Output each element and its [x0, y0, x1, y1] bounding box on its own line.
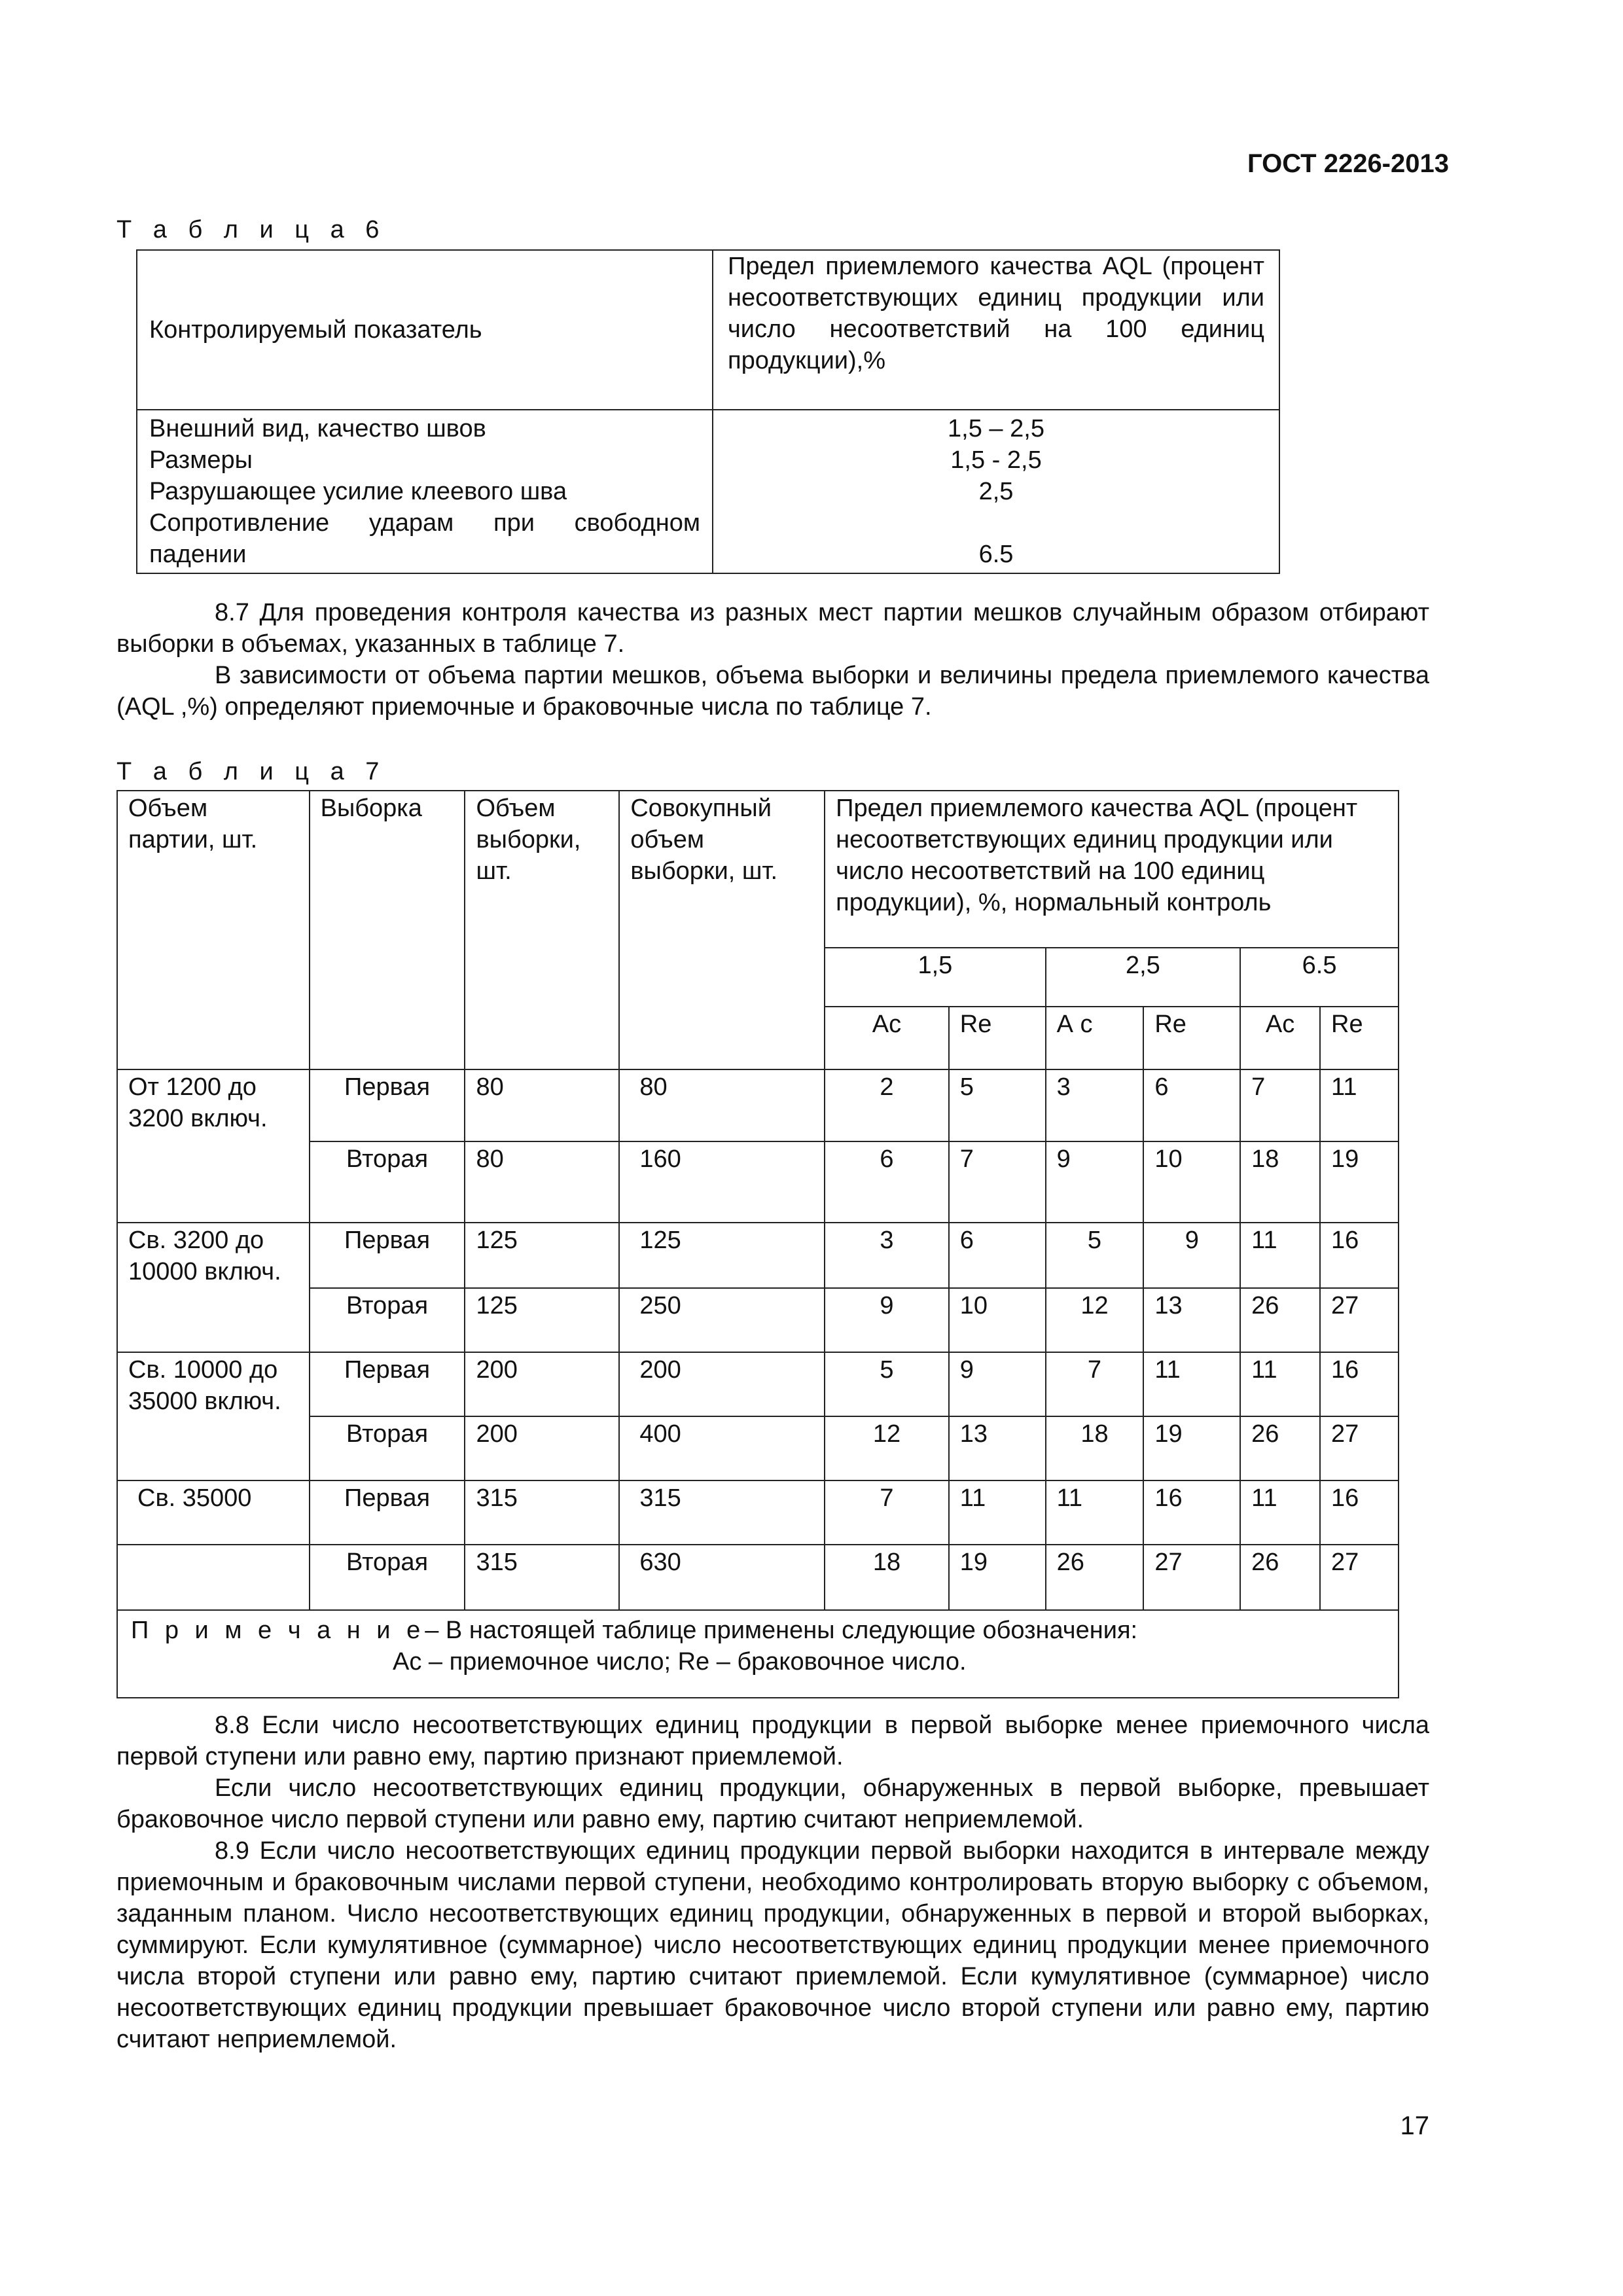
table-row	[117, 1069, 1399, 1141]
header-re: Re	[949, 1007, 1046, 1069]
cumulative-cell: 630	[619, 1545, 825, 1610]
cumulative-cell: 400	[619, 1416, 825, 1480]
value-cell: 9	[949, 1352, 1046, 1416]
lot-size-cell: От 1200 до 3200 включ.	[117, 1069, 310, 1223]
sample-cell: Первая	[310, 1069, 465, 1141]
value-cell: 2	[825, 1069, 949, 1141]
sample-size-cell: 125	[465, 1223, 619, 1288]
table-row	[117, 1352, 1399, 1416]
cumulative-cell: 80	[619, 1069, 825, 1141]
table7-caption: Т а б л и ц а 7	[116, 758, 387, 785]
value-cell: 18	[1240, 1141, 1320, 1223]
table6-indicator: Разрушающее усилие клеевого шва	[149, 478, 567, 505]
value-cell: 3	[1046, 1069, 1144, 1141]
value-cell: 18	[1046, 1416, 1144, 1480]
value-cell: 11	[1240, 1352, 1320, 1416]
table6-value: 6.5	[978, 541, 1014, 568]
value-cell: 16	[1320, 1480, 1399, 1545]
header-aql-level: 2,5	[1046, 948, 1241, 1007]
value-cell: 19	[1320, 1141, 1399, 1223]
table-note-row	[117, 1610, 1399, 1698]
value-cell: 26	[1240, 1416, 1320, 1480]
value-cell: 7	[825, 1480, 949, 1545]
sample-cell: Первая	[310, 1223, 465, 1288]
value-cell: 6	[949, 1223, 1046, 1288]
lot-size-cell: Св. 35000	[117, 1480, 310, 1545]
header-ac: Ac	[825, 1007, 949, 1069]
lot-size-cell-empty	[117, 1545, 310, 1610]
header-cumulative: Совокупный объем выборки, шт.	[619, 791, 825, 1069]
value-cell: 12	[825, 1416, 949, 1480]
paragraph-8-9	[116, 1835, 1429, 2055]
sample-cell: Вторая	[310, 1545, 465, 1610]
table-row	[117, 1545, 1399, 1610]
sample-size-cell: 125	[465, 1288, 619, 1352]
table6-values	[713, 410, 1279, 573]
value-cell: 6	[825, 1141, 949, 1223]
sample-cell: Вторая	[310, 1141, 465, 1223]
value-cell: 5	[949, 1069, 1046, 1141]
cumulative-cell: 250	[619, 1288, 825, 1352]
value-cell: 26	[1240, 1288, 1320, 1352]
value-cell: 16	[1320, 1352, 1399, 1416]
table6-value: 1,5 - 2,5	[950, 446, 1042, 474]
value-cell: 26	[1240, 1545, 1320, 1610]
header-aql-level: 6.5	[1240, 948, 1399, 1007]
document-code: ГОСТ 2226-2013	[1247, 149, 1449, 178]
cumulative-cell: 200	[619, 1352, 825, 1416]
value-cell: 11	[1143, 1352, 1240, 1416]
value-cell: 10	[1143, 1141, 1240, 1223]
sample-size-cell: 200	[465, 1416, 619, 1480]
table-note	[117, 1610, 1399, 1698]
value-cell: 27	[1320, 1545, 1399, 1610]
value-cell: 13	[1143, 1288, 1240, 1352]
header-ac: Ac	[1240, 1007, 1320, 1069]
value-cell: 6	[1143, 1069, 1240, 1141]
table-row	[117, 1288, 1399, 1352]
value-cell: 13	[949, 1416, 1046, 1480]
header-re: Re	[1320, 1007, 1399, 1069]
table-7	[116, 790, 1399, 1698]
value-cell: 9	[1143, 1223, 1240, 1288]
value-cell: 11	[1240, 1223, 1320, 1288]
header-lot-size: Объем партии, шт.	[117, 791, 310, 1069]
cumulative-cell: 160	[619, 1141, 825, 1223]
header-aql-level: 1,5	[825, 948, 1045, 1007]
cumulative-cell: 315	[619, 1480, 825, 1545]
paragraph-8-8-text: 8.8 Если число несоответствующих единиц продукции в первой выборке менее приемочного числа первой ступени или равно ему, партию признают приемлемой.	[116, 1712, 1429, 1770]
header-sample-size: Объем выборки, шт.	[465, 791, 619, 1069]
value-cell: 19	[949, 1545, 1046, 1610]
value-cell: 11	[1046, 1480, 1144, 1545]
table-6	[136, 249, 1280, 574]
lot-size-cell: Св. 10000 до 35000 включ.	[117, 1352, 310, 1480]
value-cell: 27	[1320, 1288, 1399, 1352]
sample-size-cell: 315	[465, 1480, 619, 1545]
value-cell: 16	[1320, 1223, 1399, 1288]
table-row	[117, 1416, 1399, 1480]
table6-indicators	[137, 410, 713, 573]
header-aql: Предел приемлемого качества AQL (процент несоответствующих единиц продукции или число несоответствий на 100 единиц продукции), %, нормальный контроль	[825, 791, 1399, 948]
header-ac: А с	[1046, 1007, 1144, 1069]
value-cell: 7	[949, 1141, 1046, 1223]
value-cell: 9	[825, 1288, 949, 1352]
paragraph-8-7-text-2: В зависимости от объема партии мешков, объема выборки и величины предела приемлемого качества (AQL ,%) определяют приемочные и браковочные числа по таблице 7.	[116, 662, 1429, 721]
value-cell: 11	[949, 1480, 1046, 1545]
page-number: 17	[1400, 2111, 1429, 2140]
value-cell: 10	[949, 1288, 1046, 1352]
header-sample: Выборка	[310, 791, 465, 1069]
table6-indicator: Внешний вид, качество швов	[149, 415, 486, 442]
value-cell: 16	[1143, 1480, 1240, 1545]
paragraph-8-8	[116, 1710, 1429, 1835]
sample-size-cell: 200	[465, 1352, 619, 1416]
sample-cell: Первая	[310, 1352, 465, 1416]
value-cell: 5	[1046, 1223, 1144, 1288]
value-cell: 3	[825, 1223, 949, 1288]
note-label: П р и м е ч а н и е	[131, 1617, 425, 1644]
table6-col1-header: Контролируемый показатель	[137, 250, 713, 410]
cumulative-cell: 125	[619, 1223, 825, 1288]
value-cell: 27	[1143, 1545, 1240, 1610]
paragraph-8-7-text: 8.7 Для проведения контроля качества из разных мест партии мешков случайным образом отбирают выборки в объемах, указанных в таблице 7.	[116, 599, 1429, 658]
table6-indicator: Сопротивление ударам при свободном падении	[149, 509, 700, 568]
sample-size-cell: 80	[465, 1069, 619, 1141]
value-cell: 11	[1320, 1069, 1399, 1141]
value-cell: 11	[1240, 1480, 1320, 1545]
table-row	[117, 1480, 1399, 1545]
value-cell: 5	[825, 1352, 949, 1416]
table6-value: 2,5	[978, 478, 1014, 505]
sample-size-cell: 315	[465, 1545, 619, 1610]
value-cell: 26	[1046, 1545, 1144, 1610]
value-cell: 19	[1143, 1416, 1240, 1480]
sample-cell: Вторая	[310, 1416, 465, 1480]
value-cell: 27	[1320, 1416, 1399, 1480]
value-cell: 9	[1046, 1141, 1144, 1223]
table6-value: 1,5 – 2,5	[948, 415, 1044, 442]
value-cell: 7	[1240, 1069, 1320, 1141]
paragraph-8-8-text-2: Если число несоответствующих единиц продукции, обнаруженных в первой выборке, превышает браковочное число первой ступени или равно ему, партию считают неприемлемой.	[116, 1774, 1429, 1833]
value-cell: 12	[1046, 1288, 1144, 1352]
table6-indicator: Размеры	[149, 446, 253, 474]
header-re: Re	[1143, 1007, 1240, 1069]
table-row	[117, 1223, 1399, 1288]
sample-size-cell: 80	[465, 1141, 619, 1223]
value-cell: 7	[1046, 1352, 1144, 1416]
note-text: – В настоящей таблице применены следующие обозначения:	[425, 1617, 1138, 1644]
lot-size-cell: Св. 3200 до 10000 включ.	[117, 1223, 310, 1352]
paragraph-8-9-text: 8.9 Если число несоответствующих единиц продукции первой выборки находится в интервале между приемочным и браковочным числами первой ступени, необходимо контролировать вторую выборку с объемом, заданным планом. Число несоответствующих единиц продукции, обнаруженных в первой и второй выборках, суммируют. Если кумулятивное (суммарное) число несоответствующих единиц продукции менее приемочного числа второй ступени или равно ему, партию считают приемлемой. Если кумулятивное (суммарное) число несоответствующих единиц продукции превышает браковочное число второй ступени или равно ему, партию считают неприемлемой.	[116, 1837, 1429, 2053]
table-row	[117, 1141, 1399, 1223]
note-legend: Ac – приемочное число; Re – браковочное число.	[393, 1648, 967, 1676]
table6-caption: Т а б л и ц а 6	[116, 216, 387, 243]
value-cell: 18	[825, 1545, 949, 1610]
paragraph-8-7	[116, 597, 1429, 723]
table6-col2-header: Предел приемлемого качества AQL (процент несоответствующих единиц продукции или число несоответствий на 100 единиц продукции),%	[713, 250, 1279, 410]
sample-cell: Вторая	[310, 1288, 465, 1352]
sample-cell: Первая	[310, 1480, 465, 1545]
